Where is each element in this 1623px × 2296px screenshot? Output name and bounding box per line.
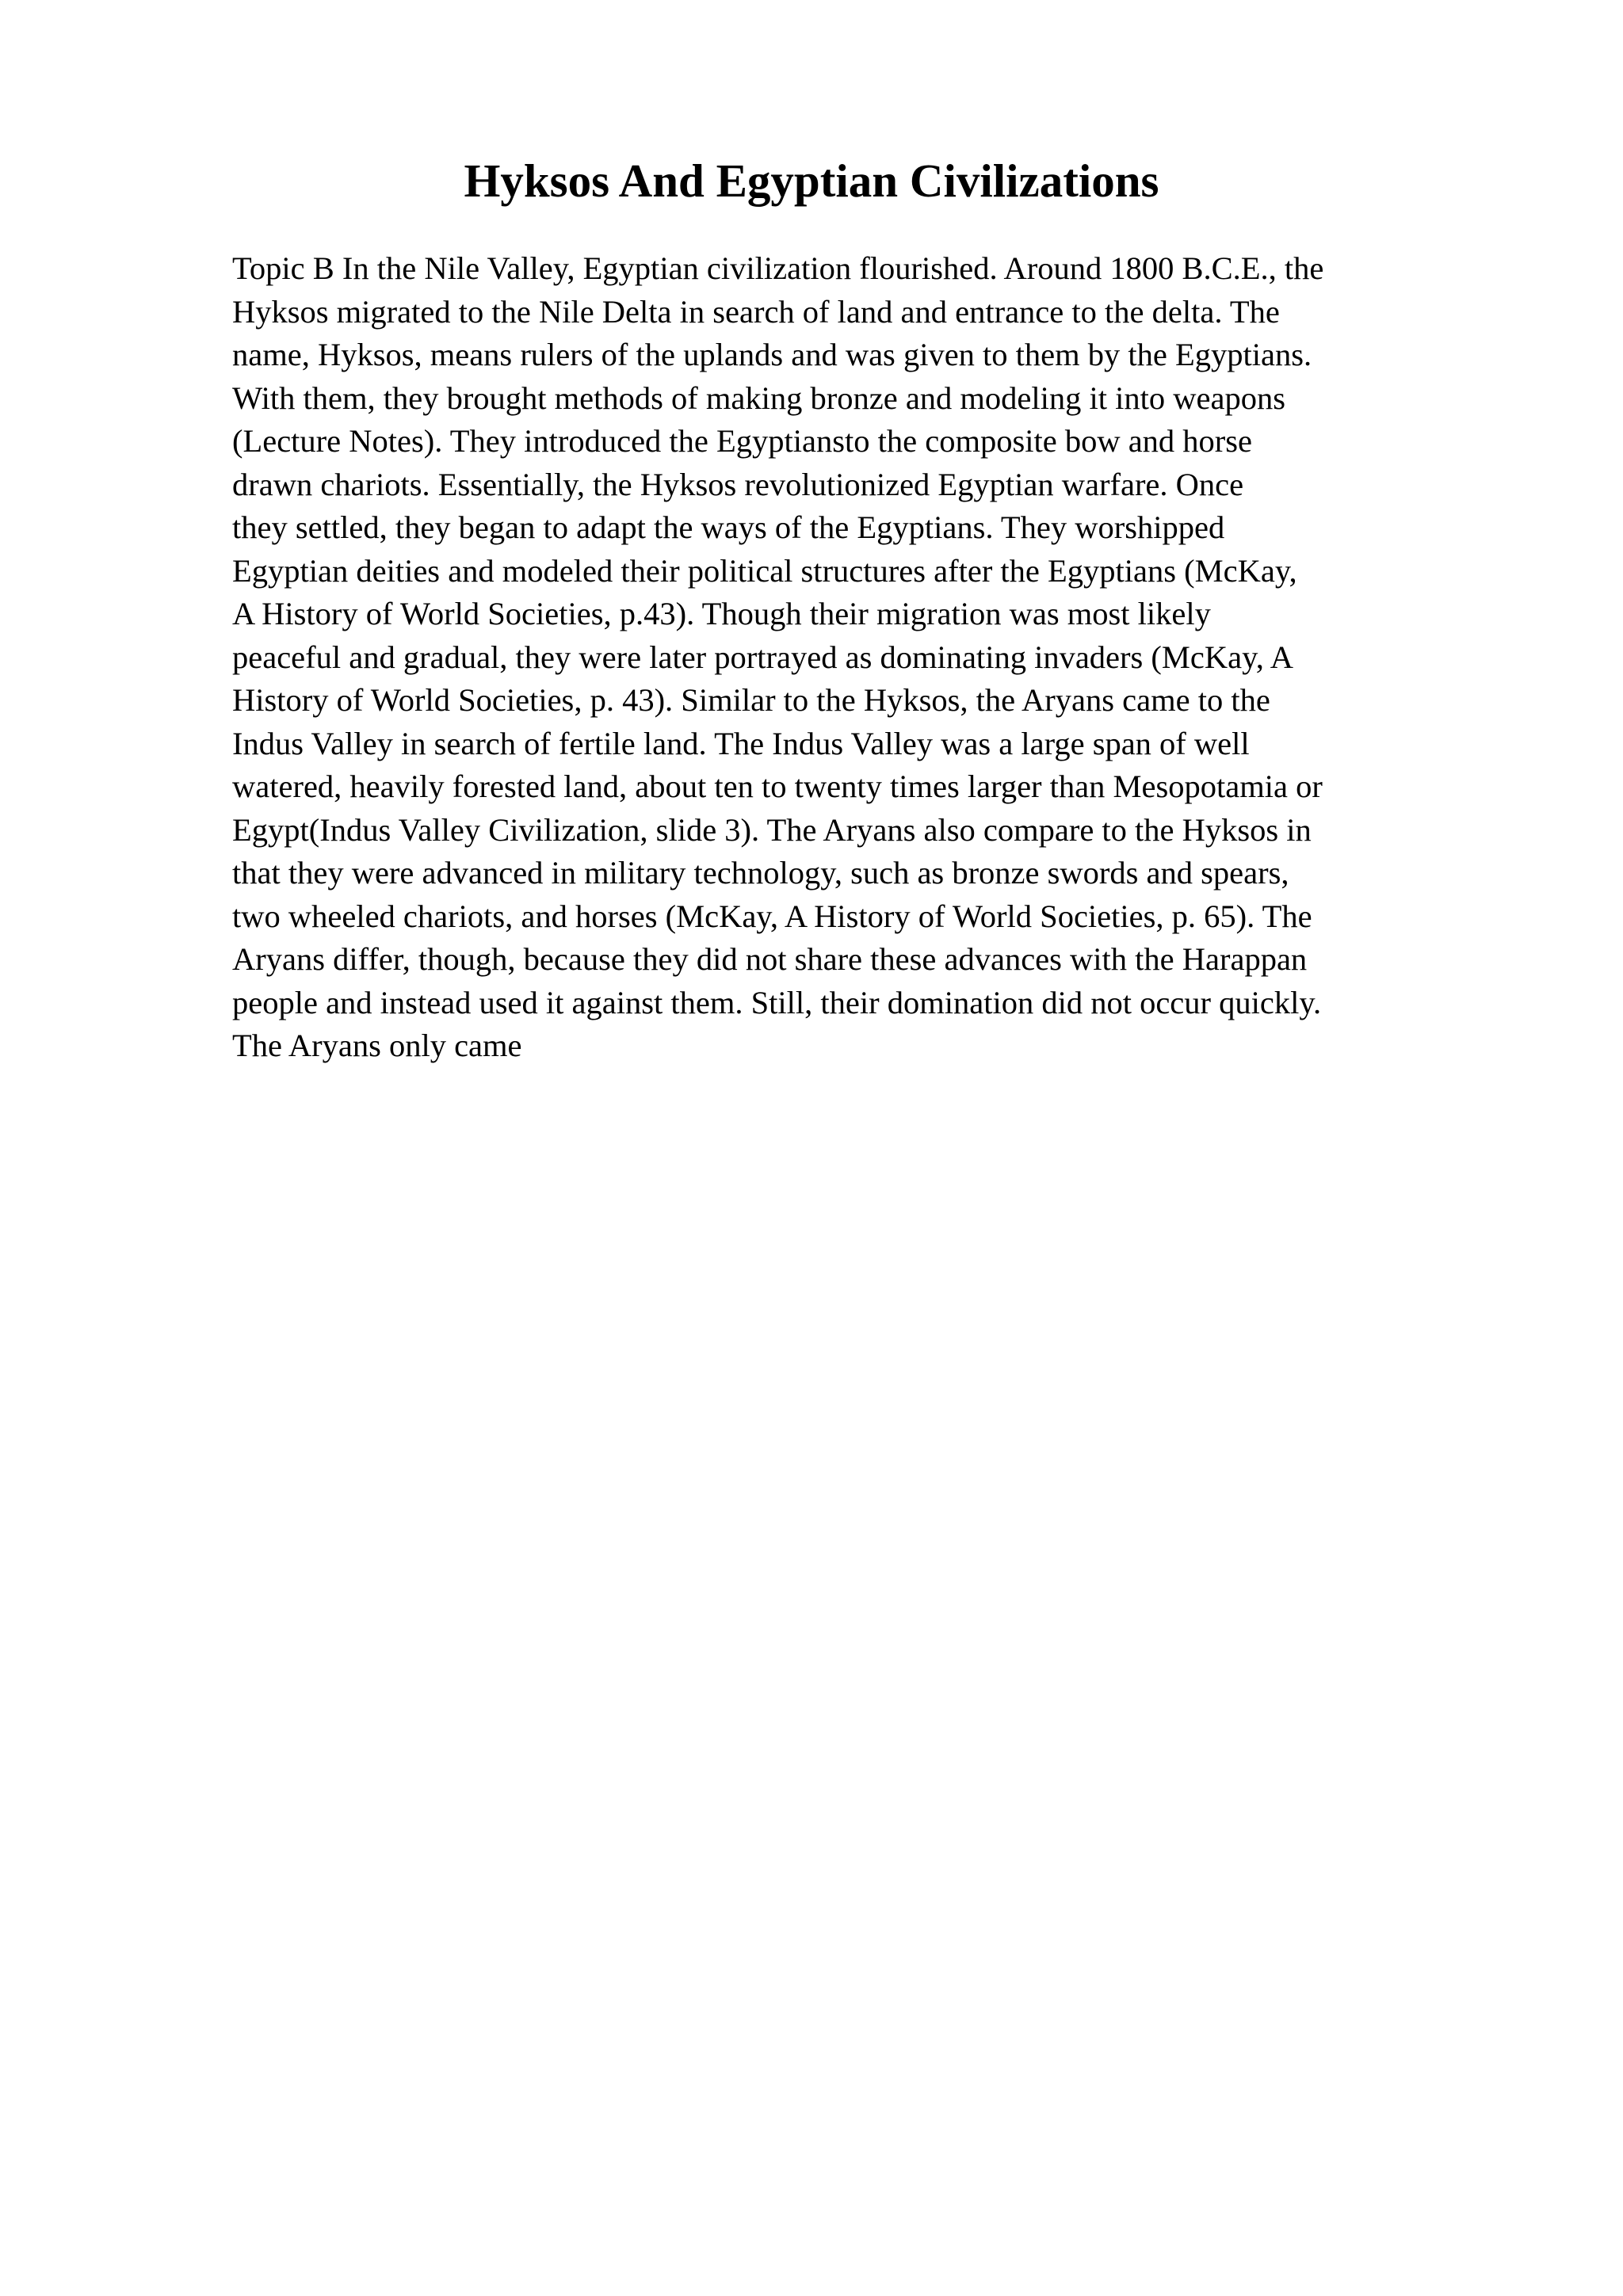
body-line: The Aryans only came (232, 1028, 522, 1063)
body-line: peaceful and gradual, they were later portrayed as dominating invaders (McKay, A (232, 639, 1293, 675)
body-line: two wheeled chariots, and horses (McKay, A History of World Societies, p. 65). The (232, 898, 1312, 934)
body-line: Hyksos migrated to the Nile Delta in search of land and entrance to the delta. The (232, 293, 1280, 330)
body-line: watered, heavily forested land, about ten to twenty times larger than Mesopotamia or (232, 769, 1323, 804)
body-line: Aryans differ, though, because they did not share these advances with the Harappan (232, 941, 1308, 977)
body-line: Indus Valley in search of fertile land. The Indus Valley was a large span of well (232, 725, 1250, 761)
body-line: Egyptian deities and modeled their political structures after the Egyptians (McKay, (232, 552, 1297, 589)
body-line: people and instead used it against them. Still, their domination did not occur quickly. (232, 984, 1322, 1020)
body-line: A History of World Societies, p.43). Though their migration was most likely (232, 596, 1211, 631)
body-line: Egypt(Indus Valley Civilization, slide 3). The Aryans also compare to the Hyksos in (232, 811, 1312, 848)
body-line: name, Hyksos, means rulers of the uplands and was given to them by the Egyptians. (232, 337, 1312, 372)
body-line: Topic B In the Nile Valley, Egyptian civilization flourished. Around 1800 B.C.E., the (232, 250, 1324, 286)
body-line: they settled, they began to adapt the ways of the Egyptians. They worshipped (232, 509, 1225, 545)
document-title: Hyksos And Egyptian Civilizations (464, 154, 1159, 207)
document-body (232, 247, 1516, 1068)
body-line: that they were advanced in military technology, such as bronze swords and spears, (232, 855, 1289, 891)
body-line: With them, they brought methods of making bronze and modeling it into weapons (232, 379, 1286, 416)
body-line: (Lecture Notes). They introduced the Egyptiansto the composite bow and horse (232, 423, 1253, 459)
body-line: drawn chariots. Essentially, the Hyksos revolutionized Egyptian warfare. Once (232, 466, 1244, 502)
body-line: History of World Societies, p. 43). Similar to the Hyksos, the Aryans came to the (232, 682, 1270, 718)
